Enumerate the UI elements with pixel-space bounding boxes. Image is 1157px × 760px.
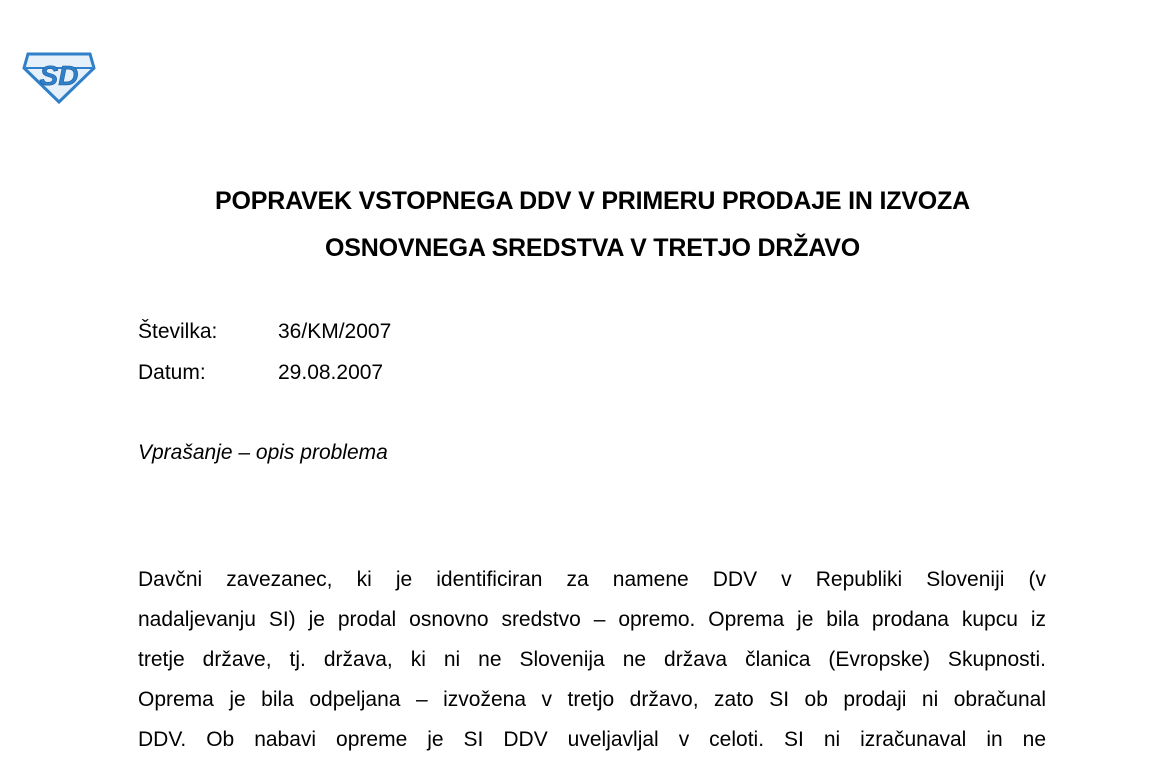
number-value: 36/KM/2007 — [278, 320, 392, 343]
body-line: nadaljevanju SI) je prodal osnovno sredstvo – opremo. Oprema je bila prodana kupcu iz — [138, 608, 1046, 631]
meta-number-row — [138, 319, 391, 345]
document-title-line-2: OSNOVNEGA SREDSTVA V TRETJO DRŽAVO — [325, 234, 860, 262]
meta-date-row — [138, 360, 383, 386]
number-label: Številka: — [138, 320, 218, 343]
logo-text: SD — [39, 60, 79, 91]
question-heading: Vprašanje – opis problema — [138, 441, 388, 464]
date-value: 29.08.2007 — [278, 361, 384, 384]
date-label: Datum: — [138, 361, 206, 384]
body-line: tretje države, tj. država, ki ni ne Slovenija ne država članica (Evropske) Skupnosti. — [138, 648, 1046, 671]
document-title-line-1: POPRAVEK VSTOPNEGA DDV V PRIMERU PRODAJE IN IZVOZA — [215, 187, 970, 215]
body-line: DDV. Ob nabavi opreme je SI DDV uveljavljal v celoti. SI ni izračunaval in ne — [138, 728, 1046, 751]
body-line: Davčni zavezanec, ki je identificiran za namene DDV v Republiki Sloveniji (v — [138, 568, 1046, 591]
body-paragraph — [138, 560, 1046, 760]
company-logo — [22, 48, 96, 104]
body-line: Oprema je bila odpeljana – izvožena v tretjo državo, zato SI ob prodaji ni obračunal — [138, 688, 1046, 711]
